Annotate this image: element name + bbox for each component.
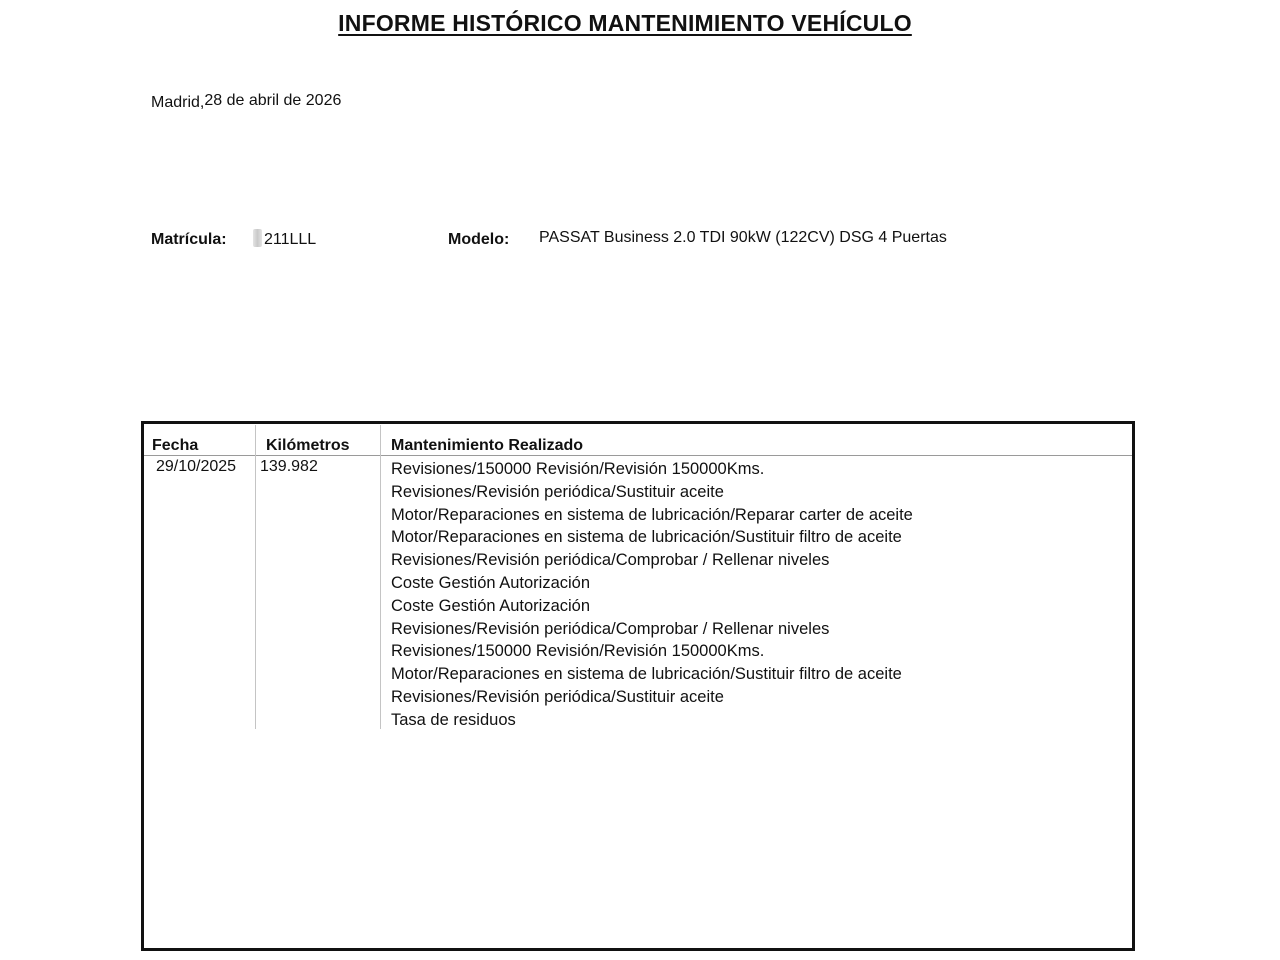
maintenance-item: Tasa de residuos bbox=[391, 710, 516, 729]
row-km: 139.982 bbox=[260, 458, 318, 475]
maintenance-item: Revisiones/150000 Revisión/Revisión 150000Kms. bbox=[391, 460, 765, 478]
maintenance-item: Coste Gestión Autorización bbox=[391, 596, 591, 615]
plate-label: Matrícula: bbox=[151, 231, 227, 248]
plate-value: 211LLL bbox=[264, 231, 317, 248]
report-date-line bbox=[151, 92, 341, 110]
maintenance-item: Motor/Reparaciones en sistema de lubricación/Sustituir filtro de aceite bbox=[391, 665, 902, 684]
model-label: Modelo: bbox=[448, 231, 510, 248]
maintenance-items-list bbox=[391, 458, 913, 732]
column-divider-date-km bbox=[255, 425, 256, 729]
maintenance-item: Coste Gestión Autorización bbox=[391, 573, 591, 592]
header-divider bbox=[144, 455, 1132, 456]
redacted-plate-prefix bbox=[253, 229, 262, 247]
maintenance-item: Revisiones/Revisión periódica/Sustituir aceite bbox=[391, 687, 724, 706]
maintenance-item: Revisiones/Revisión periódica/Comprobar / Rellenar niveles bbox=[391, 619, 830, 638]
maintenance-item: Revisiones/Revisión periódica/Sustituir aceite bbox=[391, 482, 724, 501]
column-divider-km-maintenance bbox=[380, 425, 381, 729]
maintenance-table bbox=[141, 421, 1135, 951]
maintenance-item: Revisiones/Revisión periódica/Comprobar / Rellenar niveles bbox=[391, 551, 830, 570]
model-value: PASSAT Business 2.0 TDI 90kW (122CV) DSG 4 Puertas bbox=[539, 229, 947, 246]
report-date: 28 de abril de 2026 bbox=[204, 92, 342, 109]
report-title: INFORME HISTÓRICO MANTENIMIENTO VEHÍCULO bbox=[338, 10, 912, 36]
maintenance-item: Revisiones/150000 Revisión/Revisión 150000Kms. bbox=[391, 642, 765, 661]
report-city: Madrid, bbox=[151, 94, 205, 111]
plate-value-wrapper bbox=[253, 229, 316, 249]
header-maintenance: Mantenimiento Realizado bbox=[391, 437, 584, 454]
header-km: Kilómetros bbox=[266, 437, 350, 454]
header-date: Fecha bbox=[152, 437, 199, 454]
maintenance-item: Motor/Reparaciones en sistema de lubricación/Sustituir filtro de aceite bbox=[391, 528, 902, 547]
maintenance-item: Motor/Reparaciones en sistema de lubricación/Reparar carter de aceite bbox=[391, 505, 913, 524]
row-date: 29/10/2025 bbox=[156, 458, 237, 475]
